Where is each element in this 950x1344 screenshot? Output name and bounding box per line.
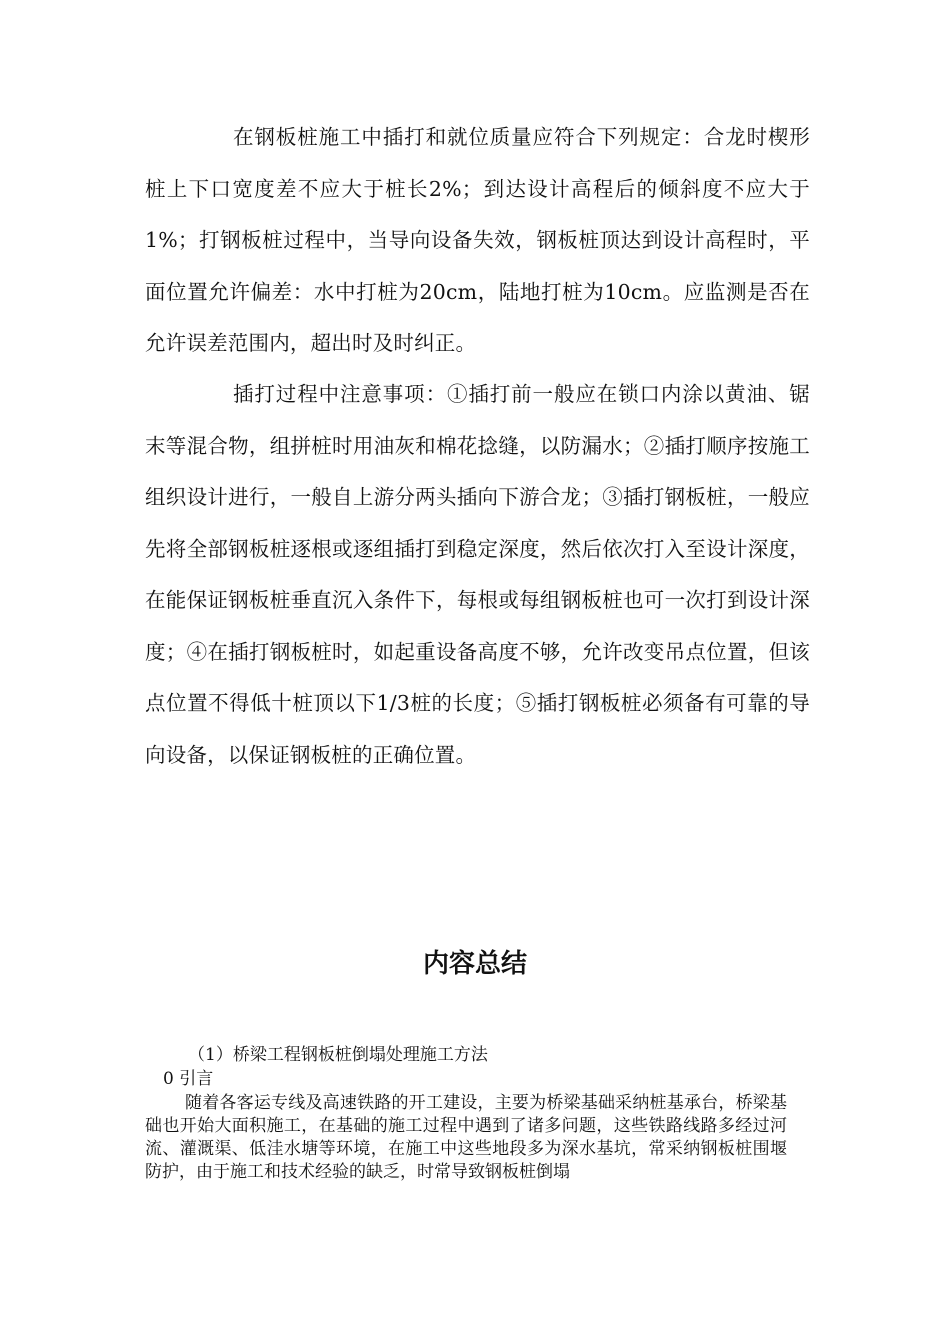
body-paragraph-driving-notes: 插打过程中注意事项：①插打前一般应在锁口内涂以黄油、锯末等混合物，组拼桩时用油灰和棉花捻缝，以防漏水；②插打顺序按施工组织设计进行，一般自上游分两头插向下游合龙；③插打钢板桩，一般应先将全部钢板桩逐根或逐组插打到稳定深度，然后依次打入至设计深度，在能保证钢板桩垂直沉入条件下，每根或每组钢板桩也可一次打到设计深度；④在插打钢板桩时，如起重设备高度不够，允许改变吊点位置，但该点位置不得低十桩顶以下1/3桩的长度；⑤插打钢板桩必须备有可靠的导向设备，以保证钢板桩的正确位置。 [145,382,810,767]
summary-body-text: 随着各客运专线及高速铁路的开工建设，主要为桥梁基础采纳桩基承台，桥梁基础也开始大面积施工，在基础的施工过程中遇到了诸多问题，这些铁路线路多经过河流、灌溉渠、低洼水塘等环境，在施工中这些地段多为深水基坑，常采纳钢板桩围堰防护，由于施工和技术经验的缺乏，时常导致钢板桩倒塌 [145,1093,787,1182]
summary-title: 内容总结 [422,949,527,979]
summary-section-heading: （1）桥梁工程钢板桩倒塌处理施工方法 [188,1045,488,1065]
body-paragraph-pile-quality: 在钢板桩施工中插打和就位质量应符合下列规定：合龙时楔形桩上下口宽度差不应大于桩长2%；到达设计高程后的倾斜度不应大于1%；打钢板桩过程中，当导向设备失效，钢板桩顶达到设计高程时，平面位置允许偏差：水中打桩为20cm，陆地打桩为10cm。应监测是否在允许误差范围内，超出时及时纠正。 [145,125,810,355]
summary-intro-label: 0 引言 [163,1069,214,1089]
